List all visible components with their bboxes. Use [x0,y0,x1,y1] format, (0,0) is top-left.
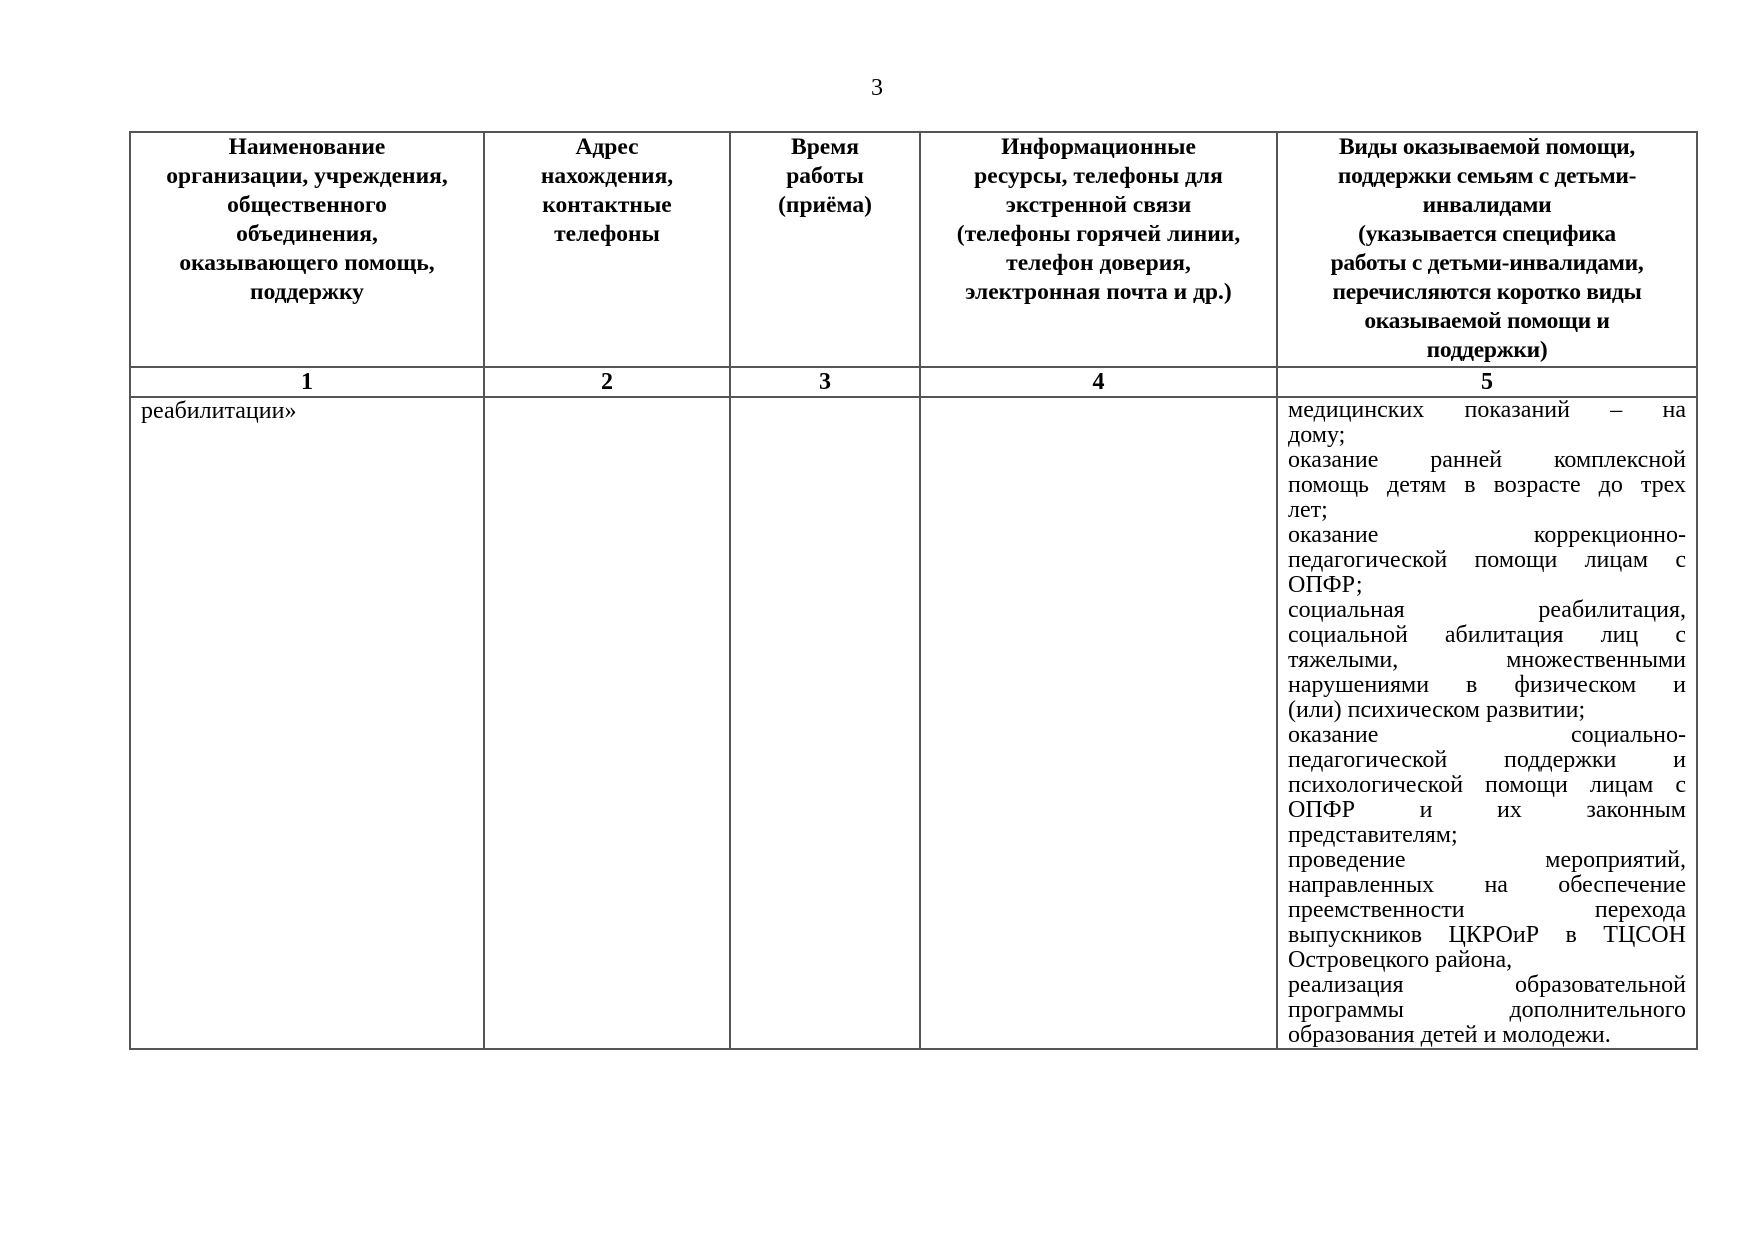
assistance-word: психологической [1288,772,1464,798]
header-line: электронная почта и др.) [965,279,1232,305]
header-line: работы [786,163,864,189]
assistance-word: помощь [1288,472,1369,498]
cell-assistance-types [1277,397,1697,1049]
page-number: 3 [871,75,883,101]
information-resources-text [921,398,1276,399]
assistance-word: множественными [1506,647,1686,673]
assistance-line [1288,748,1686,773]
assistance-types-text [1278,398,1696,1048]
assistance-line [1288,848,1686,873]
assistance-word: с [1675,547,1686,573]
assistance-word: в [1565,922,1577,948]
column-number-2: 2 [484,367,730,397]
assistance-word: преемственности [1288,897,1465,923]
assistance-word: ТЦСОН [1603,922,1686,948]
assistance-word: ОПФР [1288,797,1355,823]
assistance-word: программы [1288,997,1404,1023]
address-contacts-text [485,398,729,399]
assistance-word: и [1673,747,1686,773]
assistance-line [1288,973,1686,998]
cell-information-resources [920,397,1277,1049]
header-line: (указывается специфика [1358,221,1616,247]
table-row [130,397,1697,1049]
header-line: контактные [542,192,672,218]
assistance-word: поддержки [1504,747,1617,773]
assistance-word: ранней [1430,447,1503,473]
assistance-word: лиц [1600,622,1639,648]
assistance-line [1288,448,1686,473]
assistance-word: комплексной [1553,447,1686,473]
assistance-word: с [1675,772,1686,798]
column-number-5: 5 [1277,367,1697,397]
column-number-row [130,367,1697,397]
assistance-line [1288,923,1686,948]
assistance-line [1288,998,1686,1023]
cell-organization-name [130,397,484,1049]
header-line: общественного [227,192,387,218]
header-working-hours [730,132,920,367]
assistance-word: абилитация [1444,622,1564,648]
header-line: Время [791,134,859,160]
header-address-contacts [484,132,730,367]
assistance-line [1288,473,1686,498]
assistance-word: показаний [1464,397,1570,423]
assistance-word: направленных [1288,872,1435,898]
assistance-line [1288,898,1686,923]
assistance-word: тяжелыми, [1288,647,1399,673]
assistance-line [1288,798,1686,823]
column-number-1: 1 [130,367,484,397]
assistance-word: на [1484,872,1508,898]
header-line: Информационные [1001,134,1196,160]
header-line: Наименование [228,134,386,160]
assistance-word: коррекционно- [1533,522,1686,548]
header-row [130,132,1697,367]
assistance-organizations-table [129,131,1698,1050]
cell-address-contacts [484,397,730,1049]
assistance-word: медицинских [1288,397,1425,423]
assistance-word: нарушениями [1288,672,1430,698]
header-line: перечисляются коротко виды [1332,279,1642,305]
assistance-line: образования детей и молодежи. [1288,1022,1611,1048]
assistance-word: физическом [1514,672,1637,698]
assistance-word: помощи [1484,772,1568,798]
assistance-word: социальной [1288,622,1408,648]
assistance-line: представителям; [1288,822,1458,848]
assistance-word: педагогической [1288,547,1448,573]
assistance-word: до [1598,472,1623,498]
header-line: инвалидами [1422,192,1552,218]
assistance-word: в [1466,672,1478,698]
assistance-word: выпускников [1288,922,1423,948]
assistance-word: перехода [1594,897,1686,923]
header-line: экстренной связи [1005,192,1192,218]
assistance-line: лет; [1288,497,1328,523]
assistance-word: с [1675,622,1686,648]
assistance-word: проведение [1288,847,1406,873]
assistance-word: оказание [1288,447,1379,473]
header-line: Адрес [575,134,639,160]
assistance-line [1288,873,1686,898]
assistance-word: педагогической [1288,747,1448,773]
header-line: поддержку [250,279,364,305]
assistance-word: дополнительного [1509,997,1686,1023]
column-number-4: 4 [920,367,1277,397]
header-line: ресурсы, телефоны для [974,163,1223,189]
column-number-3: 3 [730,367,920,397]
header-line: телефоны [554,221,660,247]
assistance-word: реабилитация, [1538,597,1686,623]
organization-name-text: реабилитации» [141,398,297,424]
assistance-word: образовательной [1515,972,1686,998]
header-assistance-types [1277,132,1697,367]
assistance-word: и [1419,797,1433,823]
assistance-word: возрасте [1493,472,1581,498]
assistance-word: лицам [1584,547,1649,573]
assistance-word: реализация [1288,972,1404,998]
assistance-word: лицам [1589,772,1654,798]
assistance-line [1288,648,1686,673]
assistance-word: трех [1640,472,1686,498]
header-line: объединения, [236,221,378,247]
header-line: нахождения, [540,163,674,189]
assistance-line [1288,673,1686,698]
header-line: поддержки) [1426,337,1548,363]
assistance-word: и [1673,672,1686,698]
assistance-word: их [1496,797,1522,823]
header-line: Виды оказываемой помощи, [1339,134,1635,160]
header-line: оказывающего помощь, [179,250,435,276]
header-line: оказываемой помощи и [1364,308,1610,334]
assistance-word: оказание [1288,722,1379,748]
cell-working-hours [730,397,920,1049]
assistance-word: детям [1386,472,1447,498]
header-organization-name [130,132,484,367]
assistance-line [1288,548,1686,573]
assistance-line [1288,773,1686,798]
assistance-line: (или) психическом развитии; [1288,697,1586,723]
header-line: (приёма) [778,192,872,218]
assistance-line [1288,398,1686,423]
assistance-word: помощи [1474,547,1558,573]
assistance-word: обеспечение [1558,872,1686,898]
assistance-line [1288,623,1686,648]
header-line: (телефоны горячей линии, [956,221,1241,247]
assistance-line [1288,598,1686,623]
assistance-line: ОПФР; [1288,572,1363,598]
assistance-line [1288,723,1686,748]
assistance-line: Островецкого района, [1288,947,1513,973]
header-line: телефон доверия, [1006,250,1191,276]
assistance-word: мероприятий, [1545,847,1686,873]
assistance-word: социальная [1288,597,1405,623]
assistance-line [1288,523,1686,548]
assistance-word: оказание [1288,522,1379,548]
header-line: поддержки семьям с детьми- [1337,163,1637,189]
assistance-word: – [1610,397,1623,423]
header-information-resources [920,132,1277,367]
assistance-word: ЦКРОиР [1448,922,1540,948]
assistance-line: дому; [1288,422,1346,448]
header-line: организации, учреждения, [166,163,448,189]
assistance-word: на [1662,397,1686,423]
working-hours-text [731,398,919,399]
assistance-word: социально- [1571,722,1686,748]
header-line: работы с детьми-инвалидами, [1330,250,1644,276]
assistance-word: законным [1586,797,1686,823]
assistance-word: в [1464,472,1476,498]
